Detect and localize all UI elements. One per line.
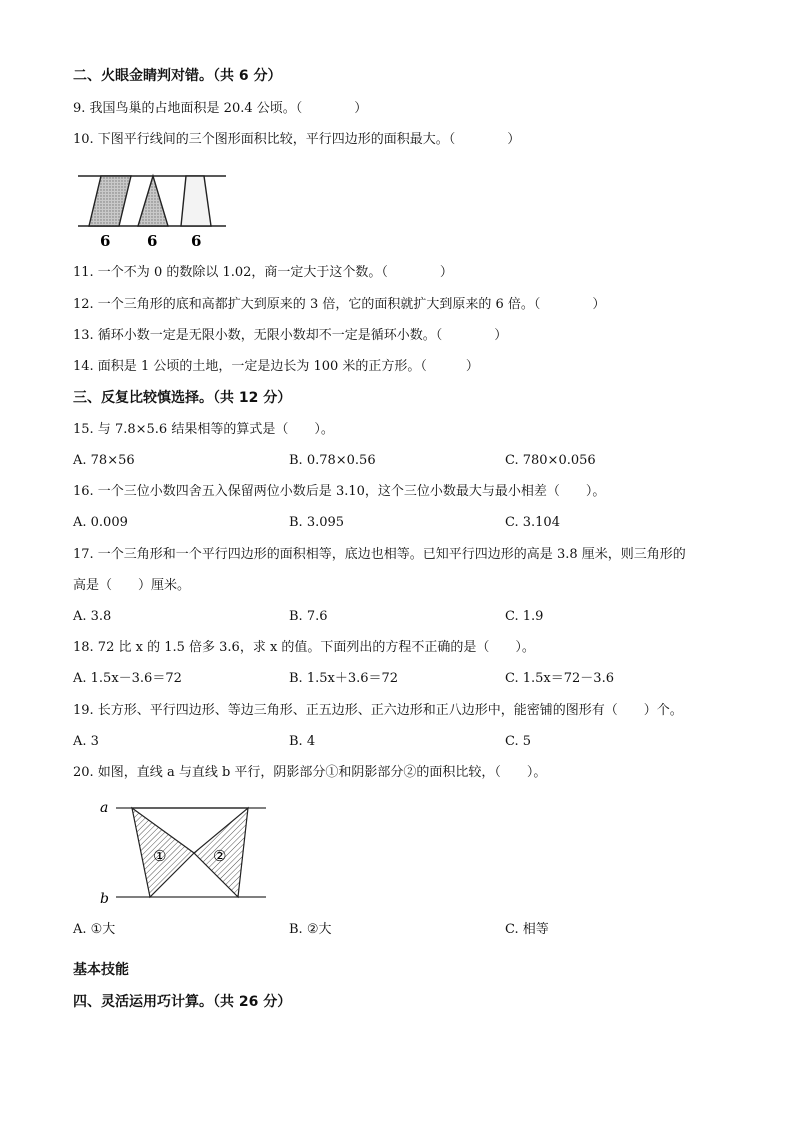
question-12: 12. 一个三角形的底和高都扩大到原来的 3 倍，它的面积就扩大到原来的 6 倍。（ ） — [73, 297, 606, 312]
q16-option-b: B. 3.095 — [289, 515, 345, 530]
section-4-heading: 四、灵活运用巧计算。（共 26 分） — [73, 994, 292, 1010]
question-20: 20. 如图，直线 a 与直线 b 平行，阴影部分①和阴影部分②的面积比较，（ ）。 — [73, 765, 547, 780]
q17-option-b: B. 7.6 — [289, 609, 328, 624]
line-a-label: a — [100, 800, 109, 816]
trapezoid-shape — [181, 176, 211, 226]
region-1-label: ① — [153, 847, 167, 865]
figure-parallel-shapes — [76, 168, 236, 250]
question-14: 14. 面积是 1 公顷的土地，一定是边长为 100 米的正方形。（ ） — [73, 359, 479, 374]
q17-option-c: C. 1.9 — [505, 609, 544, 624]
question-10: 10. 下图平行线间的三个图形面积比较，平行四边形的面积最大。（ ） — [73, 132, 521, 147]
figure1-label-2: 6 — [147, 232, 158, 250]
triangle-shape — [138, 176, 168, 226]
q16-option-c: C. 3.104 — [505, 515, 560, 530]
section-2-heading: 二、火眼金睛判对错。（共 6 分） — [73, 68, 282, 84]
line-b-label: b — [100, 891, 109, 905]
q18-option-c: C. 1.5x＝72－3.6 — [505, 671, 614, 686]
figure1-label-1: 6 — [100, 232, 111, 250]
q20-option-a: A. ①大 — [73, 922, 116, 937]
question-13: 13. 循环小数一定是无限小数，无限小数却不一定是循环小数。（ ） — [73, 328, 508, 343]
parallelogram-shape — [89, 176, 131, 226]
question-17-line-1: 17. 一个三角形和一个平行四边形的面积相等，底边也相等。已知平行四边形的高是 3.8 厘米，则三角形的 — [73, 547, 686, 562]
q18-option-b: B. 1.5x＋3.6＝72 — [289, 671, 399, 686]
question-11: 11. 一个不为 0 的数除以 1.02，商一定大于这个数。（ ） — [73, 265, 453, 280]
q15-option-a: A. 78×56 — [73, 453, 135, 468]
q20-option-b: B. ②大 — [289, 922, 332, 937]
q19-option-c: C. 5 — [505, 734, 532, 749]
question-17-line-2: 高是（ ）厘米。 — [73, 578, 191, 593]
region-2-label: ② — [213, 847, 227, 865]
figure1-label-3: 6 — [191, 232, 202, 250]
figure-shaded-triangles — [98, 797, 270, 905]
question-15: 15. 与 7.8×5.6 结果相等的算式是（ ）。 — [73, 422, 334, 437]
q19-option-b: B. 4 — [289, 734, 316, 749]
question-9: 9. 我国鸟巢的占地面积是 20.4 公顷。（ ） — [73, 101, 368, 116]
question-19: 19. 长方形、平行四边形、等边三角形、正五边形、正六边形和正八边形中，能密铺的图形有（ ）个。 — [73, 703, 683, 718]
q16-option-a: A. 0.009 — [73, 515, 128, 530]
basic-skills-heading: 基本技能 — [73, 962, 129, 978]
q17-option-a: A. 3.8 — [73, 609, 112, 624]
question-18: 18. 72 比 x 的 1.5 倍多 3.6，求 x 的值。下面列出的方程不正确的是（ ）。 — [73, 640, 535, 655]
question-16: 16. 一个三位小数四舍五入保留两位小数后是 3.10，这个三位小数最大与最小相差（ ）。 — [73, 484, 606, 499]
q20-option-c: C. 相等 — [505, 922, 549, 937]
q19-option-a: A. 3 — [73, 734, 99, 749]
q15-option-b: B. 0.78×0.56 — [289, 453, 376, 468]
q15-option-c: C. 780×0.056 — [505, 453, 596, 468]
section-3-heading: 三、反复比较慎选择。（共 12 分） — [73, 390, 292, 406]
q18-option-a: A. 1.5x－3.6＝72 — [73, 671, 182, 686]
